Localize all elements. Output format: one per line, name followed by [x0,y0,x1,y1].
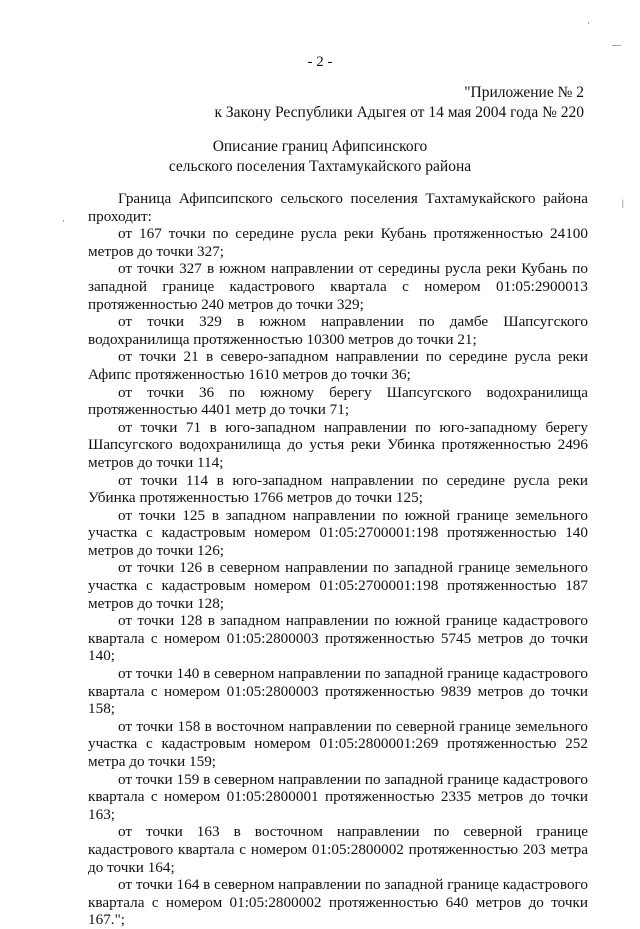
boundary-segment: от точки 159 в северном направлении по западной границе кадастрового квартала с номером 01:05:2800001 протяженностью 2335 метров до точки 163; [88,770,588,823]
scan-speck: · [62,216,65,226]
scan-speck: — [612,40,621,50]
boundary-segment: от точки 164 в северном направлении по западной границе кадастрового квартала с номером 01:05:2800002 протяженностью 640 метров до точки 167."; [88,876,588,929]
appendix-title: "Приложение № 2 [464,84,584,101]
boundary-segment: от точки 329 в южном направлении по дамбе Шапсугского водохранилища протяженностью 10300 метров до точки 21; [88,313,588,348]
heading-line-1: Описание границ Афипсинского [212,138,428,155]
boundary-segment: от точки 125 в западном направлении по южной границе земельного участка с кадастровым номером 01:05:2700001:198 протяженностью 140 метров до точки 126; [88,506,588,559]
boundary-segment: от точки 71 в юго-западном направлении по юго-западному берегу Шапсугского водохранилища до устья реки Убинка протяженностью 2496 метров до точки 114; [88,418,588,471]
boundary-segment: от точки 126 в северном направлении по западной границе земельного участка с кадастровым номером 01:05:2700001:198 протяженностью 187 метров до точки 128; [88,559,588,612]
intro-paragraph: Граница Афипсипского сельского поселения Тахтамукайского района проходит: [88,190,588,225]
scan-speck: · [587,18,590,28]
boundary-description [88,190,588,929]
boundary-segment: от точки 21 в северо-западном направлении по середине русла реки Афипс протяженностью 1610 метров до точки 36; [88,348,588,383]
boundary-segment: от точки 327 в южном направлении от середины русла реки Кубань по западной границе кадастрового квартала с номером 01:05:2900013 протяженностью 240 метров до точки 329; [88,260,588,313]
boundary-segment: от 167 точки по середине русла реки Кубань протяженностью 24100 метров до точки 327; [88,225,588,260]
boundary-segment: от точки 140 в северном направлении по западной границе кадастрового квартала с номером 01:05:2800003 протяженностью 9839 метров до точки 158; [88,665,588,718]
boundary-segment: от точки 158 в восточном направлении по северной границе земельного участка с кадастровым номером 01:05:2800001:269 протяженностью 252 метра до точки 159; [88,717,588,770]
boundary-segment: от точки 114 в юго-западном направлении по середине русла реки Убинка протяженностью 1766 метров до точки 125; [88,471,588,507]
heading-line-2: сельского поселения Тахтамукайского района [168,158,472,175]
document-heading [0,137,640,177]
appendix-reference: к Закону Республики Адыгея от 14 мая 2004 года № 220 [214,104,584,121]
boundary-segment: от точки 163 в восточном направлении по северной границе кадастрового квартала с номером 01:05:2800002 протяженностью 203 метра до точки 164; [88,823,588,876]
boundary-segment: от точки 128 в западном направлении по южной границе кадастрового квартала с номером 01:05:2800003 протяженностью 5745 метров до точки 140; [88,612,588,665]
scan-speck: | [622,198,624,208]
page-number: - 2 - [307,54,333,70]
boundary-segment: от точки 36 по южному берегу Шапсугского водохранилища протяженностью 4401 метр до точки 71; [88,383,588,419]
